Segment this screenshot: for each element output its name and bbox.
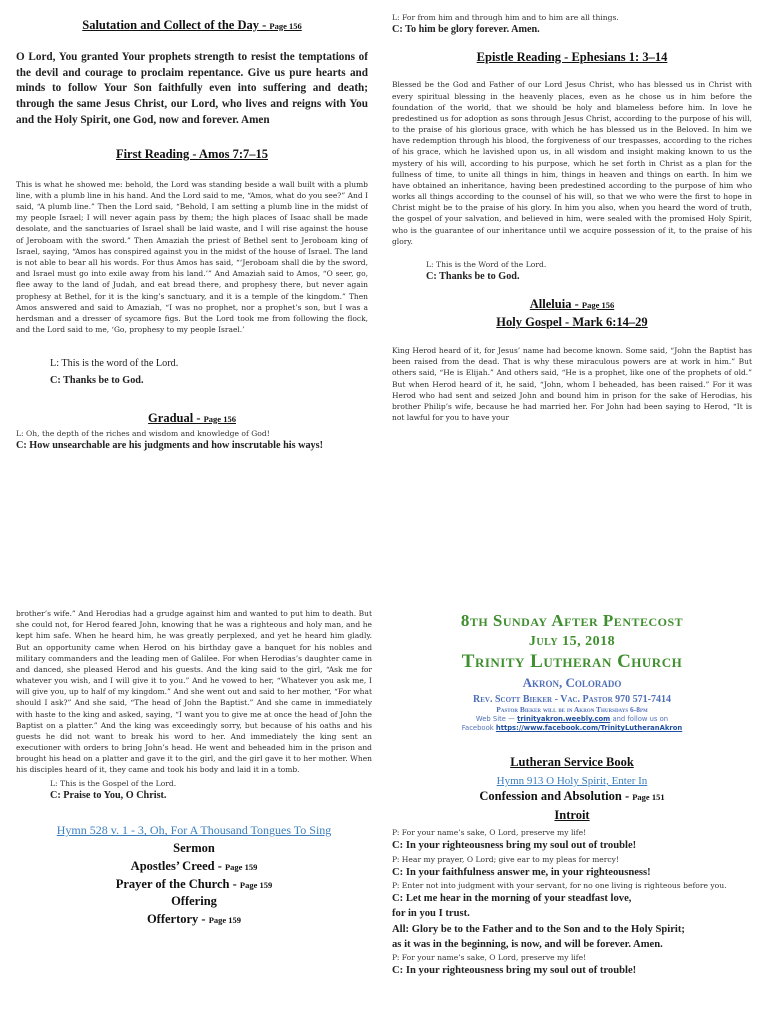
first-reading-text: This is what he showed me: behold, the Lord was standing beside a wall built with a plumb line, with a plumb line in his hand. And the Lord said to me, “Amos, what do you see?” And I said, “A plumb line.” Then the Lord said, “Behold, I am setting a plumb line in the midst of my people Israel; I will never again pass by them; the high places of Isaac shall be made desolate, and the sanctuaries of Israel shall be laid waste, and I will rise against the house of Jeroboam with the sword.” Then Amaziah the priest of Bethel sent to Jeroboam king of Israel, saying, “Amos has conspired against you in the midst of the house of Israel. The land is not able to bear all his words. For thus Amos has said, “‘Jeroboam shall die by the sword, and Israel must go into exile away from his land.’” And Amaziah said to Amos, “O seer, go, flee away to the land of Judah, and eat bread there, and prophesy there, but never again prophesy at Bethel, for it is the king’s sanctuary, and it is a temple of the kingdom.” Then Amos answered and said to Amaziah, “I was no prophet, nor a prophet’s son, but I was a herdsman and a dresser of sycamore figs. But the Lord took me from following the flock, and the Lord said to me, ‘Go, prophesy to my people Israel.’ — [16, 179, 368, 335]
service-book-heading: Lutheran Service Book — [510, 755, 634, 770]
pastor-hours: Pastor Bieker will be in Akron Thursdays 6-8pm — [496, 704, 648, 714]
first-reading-heading: First Reading - Amos 7:7–15 — [115, 147, 269, 162]
gradual-heading: Gradual - Page 156 — [148, 410, 236, 425]
congregation-line: C: Thanks be to God. — [50, 374, 144, 386]
epistle-heading: Epistle Reading - Ephesians 1: 3–14 — [476, 49, 668, 64]
congregation-line-3a: C: Let me hear in the morning of your steadfast love, — [392, 893, 632, 905]
leader-line: L: For from him and through him and to him are all things. — [392, 13, 619, 22]
gradual-continuation — [392, 12, 752, 38]
leader-line: L: This is the Gospel of the Lord. — [50, 778, 177, 788]
gradual-response — [16, 428, 368, 454]
pastor-line-2: P: Hear my prayer, O Lord; give ear to my pleas for mercy! — [392, 854, 620, 864]
panel-top-left — [16, 12, 368, 597]
epistle-text: Blessed be the God and Father of our Lord Jesus Christ, who has blessed us in Christ with every spiritual blessing in the heavenly places, even as he chose us in him before the foundation of the world, that we should be holy and blameless before him. In love he predestined us for adoption as sons through Jesus Christ, according to the purpose of his will, to the praise of his glorious grace, with which he has blessed us in the Beloved. In him we have redemption through his blood, the forgiveness of our trespasses, according to the riches of his grace, which he lavished upon us, in all wisdom and insight making known to us the mystery of his will, according to his purpose, which he set forth in Christ as a plan for the fullness of time, to unite all things in him, things in heaven and things on earth. In him we have obtained an inheritance, having been predestined according to the purpose of him who works all things according to the counsel of his will, so that we who were the first to hope in Christ might be to the praise of his glory. In him you also, when you heard the word of truth, the gospel of your salvation, and believed in him, were sealed with the promised Holy Spirit, who is the guarantee of our inheritance until we acquire possession of it, to the praise of his glory. — [392, 80, 752, 246]
congregation-line: C: Thanks be to God. — [426, 270, 520, 282]
alleluia-heading: Alleluia - Page 156 — [529, 296, 615, 311]
church-location: Akron, Colorado — [522, 674, 622, 690]
sunday-title: 8th Sunday After Pentecost — [460, 611, 684, 630]
hymn-528-link[interactable]: Hymn 528 v. 1 - 3, Oh, For A Thousand Tongues To Sing — [56, 823, 332, 838]
congregation-line: C: Praise to You, O Christ. — [50, 789, 167, 801]
congregation-line-3b: for in you I trust. — [392, 908, 470, 920]
panel-bottom-right — [392, 606, 752, 1024]
panel-top-right — [392, 12, 752, 597]
leader-line: L: Oh, the depth of the riches and wisdom and knowledge of God! — [16, 429, 270, 439]
introit-heading: Introit — [554, 807, 590, 822]
gloria-line-2: as it was in the beginning, is now, and will be forever. Amen. — [392, 939, 663, 951]
leader-line: L: This is the word of the Lord. — [50, 358, 179, 370]
congregation-line-2: C: In your faithfulness answer me, in your righteousness! — [392, 866, 651, 878]
website-link[interactable]: trinityakron.weebly.com — [517, 715, 611, 724]
introit-text — [392, 827, 752, 979]
pastor-line: Rev. Scott Bieker - Vac. Pastor 970 571-7414 — [473, 693, 671, 705]
panel-bottom-left — [16, 606, 372, 1024]
prayer-heading: Prayer of the Church - Page 159 — [115, 876, 273, 891]
congregation-line-1: C: In your righteousness bring my soul out of trouble! — [392, 840, 637, 852]
pastor-line-3: P: Enter not into judgment with your servant, for no one living is righteous before you. — [392, 881, 727, 891]
church-name: Trinity Lutheran Church — [461, 651, 683, 673]
facebook-link[interactable]: https://www.facebook.com/TrinityLutheranAkron — [495, 724, 683, 733]
web-line: Web Site — trinityakron.weebly.com and follow us on — [475, 715, 669, 724]
gospel-text-part-2: brother’s wife.” And Herodias had a grudge against him and wanted to put him to death. But she could not, for Herod feared John, knowing that he was a righteous and holy man, and he kept him safe. When he heard him, he was greatly perplexed, and yet he heard him gladly. But an opportunity came when Herod on his birthday gave a banquet for his nobles and military commanders and the leading men of Galilee. For when Herodias’s daughter came in and danced, she pleased Herod and his guests. And the king said to the girl, “Ask me for whatever you wish, and I will give it to you.” And he vowed to her, “Whatever you ask me, I will give you, up to half of my kingdom.” And she went out and said to her mother, “For what should I ask?” And she said, “The head of John the Baptist.” And she came in immediately with haste to the king and asked, saying, “I want you to give me at once the head of John the Baptist on a platter.” And the king was exceedingly sorry, but because of his oaths and his guests he did not want to break his word to her. And immediately the king sent an executioner with orders to bring John’s head. He went and beheaded him in the prison and brought his head on a platter and gave it to the girl, and the girl gave it to her mother. When his disciples heard of it, they came and took his body and laid it in a tomb. — [16, 609, 372, 775]
congregation-line: C: How unsearchable are his judgments and how inscrutable his ways! — [16, 440, 323, 452]
offering-heading: Offering — [171, 894, 217, 909]
confession-heading: Confession and Absolution - Page 151 — [479, 789, 665, 804]
creed-heading: Apostles’ Creed - Page 159 — [130, 858, 258, 873]
facebook-line: Facebook https://www.facebook.com/TrinityLutheranAkron — [461, 724, 683, 733]
gospel-response — [16, 778, 372, 804]
gospel-text-part-1: King Herod heard of it, for Jesus’ name had become known. Some said, “John the Baptist has been raised from the dead. That is why these miraculous powers are at work in him.” But others said, “He is Elijah.” And others said, “He is a prophet, like one of the prophets of old.” But when Herod heard of it, he said, “John, whom I beheaded, has been raised.” For it was Herod who had sent and seized John and bound him in prison for the sake of Herodias, his brother Philip’s wife, because he had married her. For John had been saying to Herod, “It is not lawful for you to have your — [392, 346, 752, 423]
gospel-heading: Holy Gospel - Mark 6:14–29 — [496, 315, 648, 330]
gloria-line-1: All: Glory be to the Father and to the Son and to the Holy Spirit; — [392, 923, 685, 935]
salutation-heading: Salutation and Collect of the Day - Page 156 — [82, 18, 302, 32]
pastor-line-4: P: For your name’s sake, O Lord, preserve my life! — [392, 953, 587, 963]
sermon-heading: Sermon — [173, 841, 215, 856]
pastor-line-1: P: For your name’s sake, O Lord, preserve my life! — [392, 828, 587, 838]
hymn-913-link[interactable]: Hymn 913 O Holy Spirit, Enter In — [496, 775, 648, 788]
epistle-response — [392, 259, 752, 285]
collect-of-the-day: O Lord, You granted Your prophets strength to resist the temptations of the devil and courage to proclaim repentance. Give us pure hearts and minds to follow Your Son faithfully even into suffering and death; through the same Jesus Christ, our Lord, who lives and reigns with You and the Holy Spirit, one God, now and forever. Amen — [16, 50, 368, 127]
offertory-heading: Offertory - Page 159 — [146, 911, 242, 926]
congregation-line-4: C: In your righteousness bring my soul out of trouble! — [392, 965, 637, 977]
first-reading-response — [16, 357, 368, 389]
service-date: July 15, 2018 — [528, 633, 616, 649]
congregation-line: C: To him be glory forever. Amen. — [392, 24, 540, 35]
leader-line: L: This is the Word of the Lord. — [426, 259, 547, 269]
